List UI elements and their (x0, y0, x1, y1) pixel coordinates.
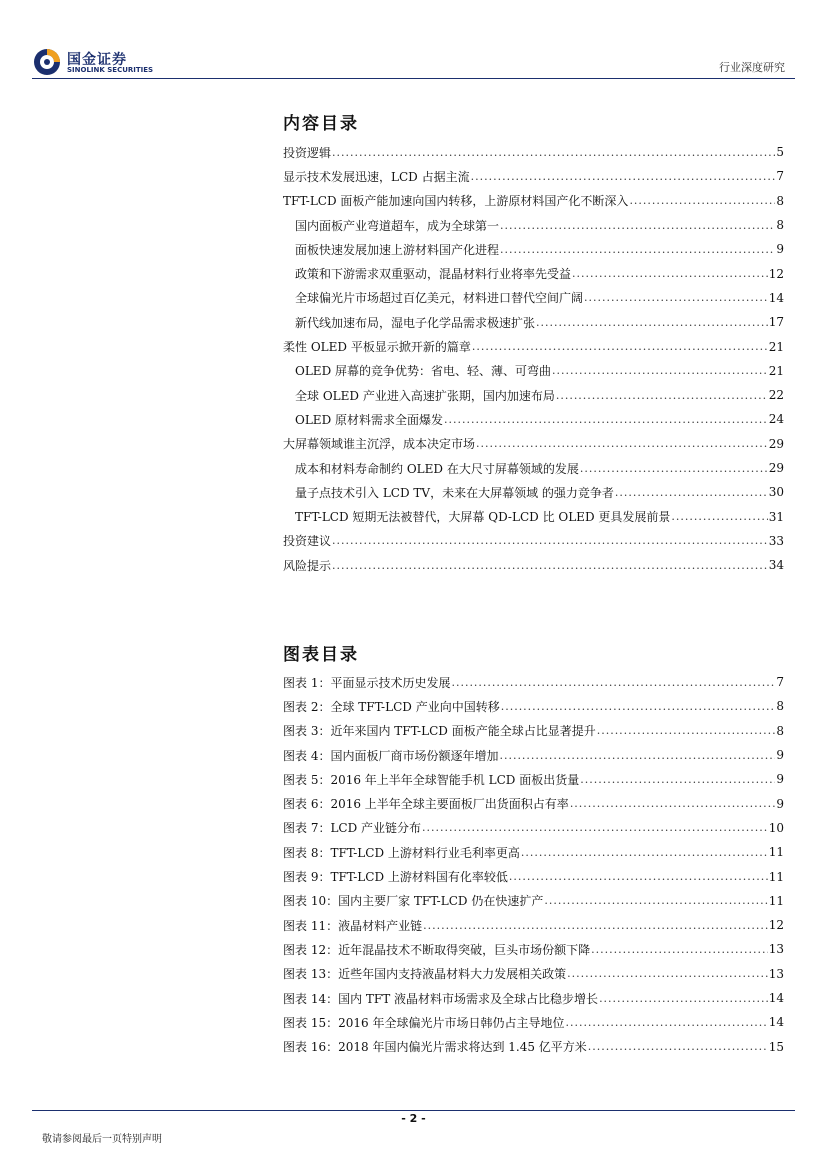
toc-entry-leader (580, 462, 768, 475)
figure-entry-leader (597, 724, 776, 737)
figure-entry-title: 图表 12：近年混晶技术不断取得突破，巨头市场份额下降 (283, 942, 591, 957)
figure-entry-title: 图表 13：近些年国内支持液晶材料大力发展相关政策 (283, 967, 567, 982)
figure-entry[interactable] (283, 816, 784, 840)
figure-entry[interactable] (283, 937, 784, 961)
toc-entry-leader (472, 340, 768, 353)
figure-entry[interactable] (283, 670, 784, 694)
figure-entry-title: 图表 2：全球 TFT-LCD 产业向中国转移 (283, 699, 500, 714)
toc-title: 内容目录 (283, 114, 359, 134)
toc-entry-page: 29 (768, 461, 784, 475)
figure-entry-leader (521, 846, 768, 859)
figure-entry-page: 9 (776, 748, 784, 763)
figure-entry[interactable] (283, 889, 784, 913)
toc-entry-page: 17 (768, 315, 784, 330)
figure-entry-page: 12 (768, 918, 784, 933)
toc-entry[interactable] (283, 237, 784, 261)
toc-entry-title: 柔性 OLED 平板显示掀开新的篇章 (283, 340, 471, 355)
toc-entry[interactable] (283, 213, 784, 237)
sinolink-logo-icon (32, 47, 62, 77)
toc-entry-page: 12 (768, 266, 784, 281)
figure-entry-title: 图表 9：TFT-LCD 上游材料国有化率较低 (283, 870, 508, 885)
toc-entry-title: OLED 原材料需求全面爆发 (295, 412, 444, 427)
toc-entry-page: 33 (768, 533, 784, 548)
toc-entry[interactable] (283, 383, 784, 407)
toc-entry-leader (471, 170, 776, 183)
toc-entry-page: 5 (776, 145, 784, 160)
figure-entry-title: 图表 11：液晶材料产业链 (283, 918, 423, 933)
toc-entry-page: 30 (768, 485, 784, 500)
toc-entry-leader (552, 364, 768, 377)
toc-entry-title: TFT-LCD 面板产能加速向国内转移，上游原材料国产化不断深入 (283, 194, 629, 209)
figure-entry-leader (501, 700, 776, 713)
toc-entry-leader (629, 194, 775, 207)
toc-entry[interactable] (283, 334, 784, 358)
toc-entry-leader (671, 510, 767, 523)
figures-list (283, 670, 784, 1059)
figure-entry-leader (499, 749, 775, 762)
figure-entry-leader (509, 870, 768, 883)
toc-entry[interactable] (283, 310, 784, 334)
figure-entry-page: 13 (768, 966, 784, 981)
toc-entry-leader (584, 291, 768, 304)
figures-title: 图表目录 (283, 645, 359, 665)
figure-entry-page: 8 (776, 723, 784, 738)
figure-entry-leader (588, 1040, 768, 1053)
figure-entry-title: 图表 6：2016 上半年全球主要面板厂出货面积占有率 (283, 797, 569, 812)
figure-entry-leader (599, 992, 768, 1005)
figure-entry-page: 10 (768, 820, 784, 835)
toc-entry-leader (332, 559, 768, 572)
toc-entry-title: TFT-LCD 短期无法被替代，大屏幕 QD-LCD 比 OLED 更具发展前景 (295, 510, 671, 525)
toc-entry-title: 全球偏光片市场超过百亿美元，材料进口替代空间广阔 (295, 291, 584, 306)
toc-entry-page: 31 (768, 509, 784, 524)
toc-entry-leader (476, 437, 768, 450)
figure-entry-title: 图表 5：2016 年上半年全球智能手机 LCD 面板出货量 (283, 772, 580, 787)
footer-disclaimer: 敬请参阅最后一页特别声明 (42, 1134, 162, 1145)
toc-entry-leader (556, 389, 768, 402)
figure-entry[interactable] (283, 864, 784, 888)
toc-entry-title: 新代线加速布局，湿电子化学品需求极速扩张 (295, 315, 536, 330)
toc-entry-title: 投资逻辑 (283, 145, 332, 160)
figure-entry-title: 图表 8：TFT-LCD 上游材料行业毛利率更高 (283, 845, 520, 860)
toc-entry[interactable] (283, 140, 784, 164)
toc-entry-leader (572, 267, 768, 280)
figure-entry[interactable] (283, 791, 784, 815)
toc-entry-page: 9 (776, 242, 784, 257)
figure-entry-page: 11 (768, 869, 784, 884)
toc-entry-title: 全球 OLED 产业进入高速扩张期，国内加速布局 (295, 388, 555, 403)
toc-entry-leader (500, 219, 775, 232)
figure-entry[interactable] (283, 767, 784, 791)
logo-english-name: SINOLINK SECURITIES (67, 66, 154, 74)
toc-entry-page: 24 (768, 412, 784, 427)
toc-entry-leader (332, 146, 775, 159)
figure-entry[interactable] (283, 986, 784, 1010)
figure-entry-leader (591, 943, 768, 956)
toc-entry-title: 面板快速发展加速上游材料国产化进程 (295, 242, 500, 257)
toc-entry-title: 风险提示 (283, 558, 332, 573)
toc-entry-page: 8 (776, 193, 784, 208)
toc-entry-title: 显示技术发展迅速，LCD 占据主流 (283, 169, 470, 184)
page-number: - 2 - (401, 1112, 426, 1125)
figure-entry-title: 图表 14：国内 TFT 液晶材料市场需求及全球占比稳步增长 (283, 991, 599, 1006)
figure-entry-page: 13 (768, 942, 784, 957)
figure-entry[interactable] (283, 1034, 784, 1058)
figure-entry[interactable] (283, 840, 784, 864)
toc-entry[interactable] (283, 529, 784, 553)
figure-entry-leader (423, 919, 768, 932)
toc-entry[interactable] (283, 286, 784, 310)
toc-entry-page: 29 (768, 436, 784, 451)
figure-entry-leader (565, 1016, 767, 1029)
toc-entry-title: OLED 屏幕的竞争优势：省电、轻、薄、可弯曲 (295, 364, 552, 379)
sinolink-logo (32, 47, 152, 77)
toc-entry-page: 14 (768, 290, 784, 305)
toc-entry-leader (332, 534, 768, 547)
figure-entry-title: 图表 16：2018 年国内偏光片需求将达到 1.45 亿平方米 (283, 1040, 587, 1055)
figure-entry-page: 15 (768, 1039, 784, 1054)
figure-entry[interactable] (283, 962, 784, 986)
header-divider (32, 78, 795, 79)
toc-entry-page: 21 (768, 363, 784, 378)
toc-entry[interactable] (283, 407, 784, 431)
figure-entry-title: 图表 4：国内面板厂商市场份额逐年增加 (283, 748, 499, 763)
toc-entry[interactable] (283, 480, 784, 504)
toc-entry-title: 政策和下游需求双重驱动，混晶材料行业将率先受益 (295, 267, 572, 282)
toc-entry[interactable] (283, 164, 784, 188)
figure-entry-title: 图表 7：LCD 产业链分布 (283, 821, 422, 836)
figure-entry-page: 9 (776, 772, 784, 787)
toc-entry-title: 量子点技术引入 LCD TV，未来在大屏幕领域 的强力竞争者 (295, 485, 614, 500)
logo-chinese-name: 国金证券 (67, 52, 127, 68)
toc-entry[interactable] (283, 261, 784, 285)
report-type: 行业深度研究 (719, 61, 785, 74)
figure-entry[interactable] (283, 913, 784, 937)
figure-entry[interactable] (283, 1010, 784, 1034)
figure-entry-page: 11 (768, 893, 784, 908)
toc-list (283, 140, 784, 577)
toc-entry-page: 7 (776, 169, 784, 184)
figure-entry[interactable] (283, 743, 784, 767)
toc-entry[interactable] (283, 456, 784, 480)
toc-entry-page: 8 (776, 218, 784, 233)
toc-entry-title: 成本和材料寿命制约 OLED 在大尺寸屏幕领域的发展 (295, 461, 579, 476)
figure-entry-leader (544, 894, 767, 907)
toc-entry-leader (615, 486, 768, 499)
figure-entry-title: 图表 15：2016 年全球偏光片市场日韩仍占主导地位 (283, 1015, 565, 1030)
toc-entry[interactable] (283, 359, 784, 383)
toc-entry-leader (444, 413, 768, 426)
toc-entry-leader (500, 243, 775, 256)
figure-entry[interactable] (283, 694, 784, 718)
figure-entry-page: 9 (776, 796, 784, 811)
toc-entry[interactable] (283, 432, 784, 456)
figure-entry-page: 11 (768, 845, 784, 860)
figure-entry-page: 7 (776, 675, 784, 690)
figure-entry-page: 14 (768, 991, 784, 1005)
figure-entry-leader (422, 821, 768, 834)
figure-entry-page: 14 (768, 1015, 784, 1030)
toc-entry[interactable] (283, 504, 784, 528)
footer-divider (32, 1110, 795, 1111)
toc-entry-title: 投资建议 (283, 534, 332, 549)
toc-entry-page: 22 (768, 388, 784, 403)
toc-entry[interactable] (283, 553, 784, 577)
figure-entry[interactable] (283, 719, 784, 743)
figure-entry-page: 8 (776, 699, 784, 714)
figure-entry-title: 图表 10：国内主要厂家 TFT-LCD 仍在快速扩产 (283, 894, 544, 909)
figure-entry-title: 图表 1：平面显示技术历史发展 (283, 675, 451, 690)
toc-entry-page: 34 (768, 558, 784, 573)
toc-entry-page: 21 (768, 339, 784, 354)
figure-entry-leader (580, 773, 775, 786)
figure-entry-leader (451, 676, 775, 689)
toc-entry[interactable] (283, 189, 784, 213)
toc-entry-title: 大屏幕领域谁主沉浮，成本决定市场 (283, 437, 476, 452)
toc-entry-leader (536, 316, 768, 329)
figure-entry-leader (570, 797, 776, 810)
toc-entry-title: 国内面板产业弯道超车，成为全球第一 (295, 218, 500, 233)
figure-entry-title: 图表 3：近年来国内 TFT-LCD 面板产能全球占比显著提升 (283, 724, 596, 739)
figure-entry-leader (567, 967, 768, 980)
